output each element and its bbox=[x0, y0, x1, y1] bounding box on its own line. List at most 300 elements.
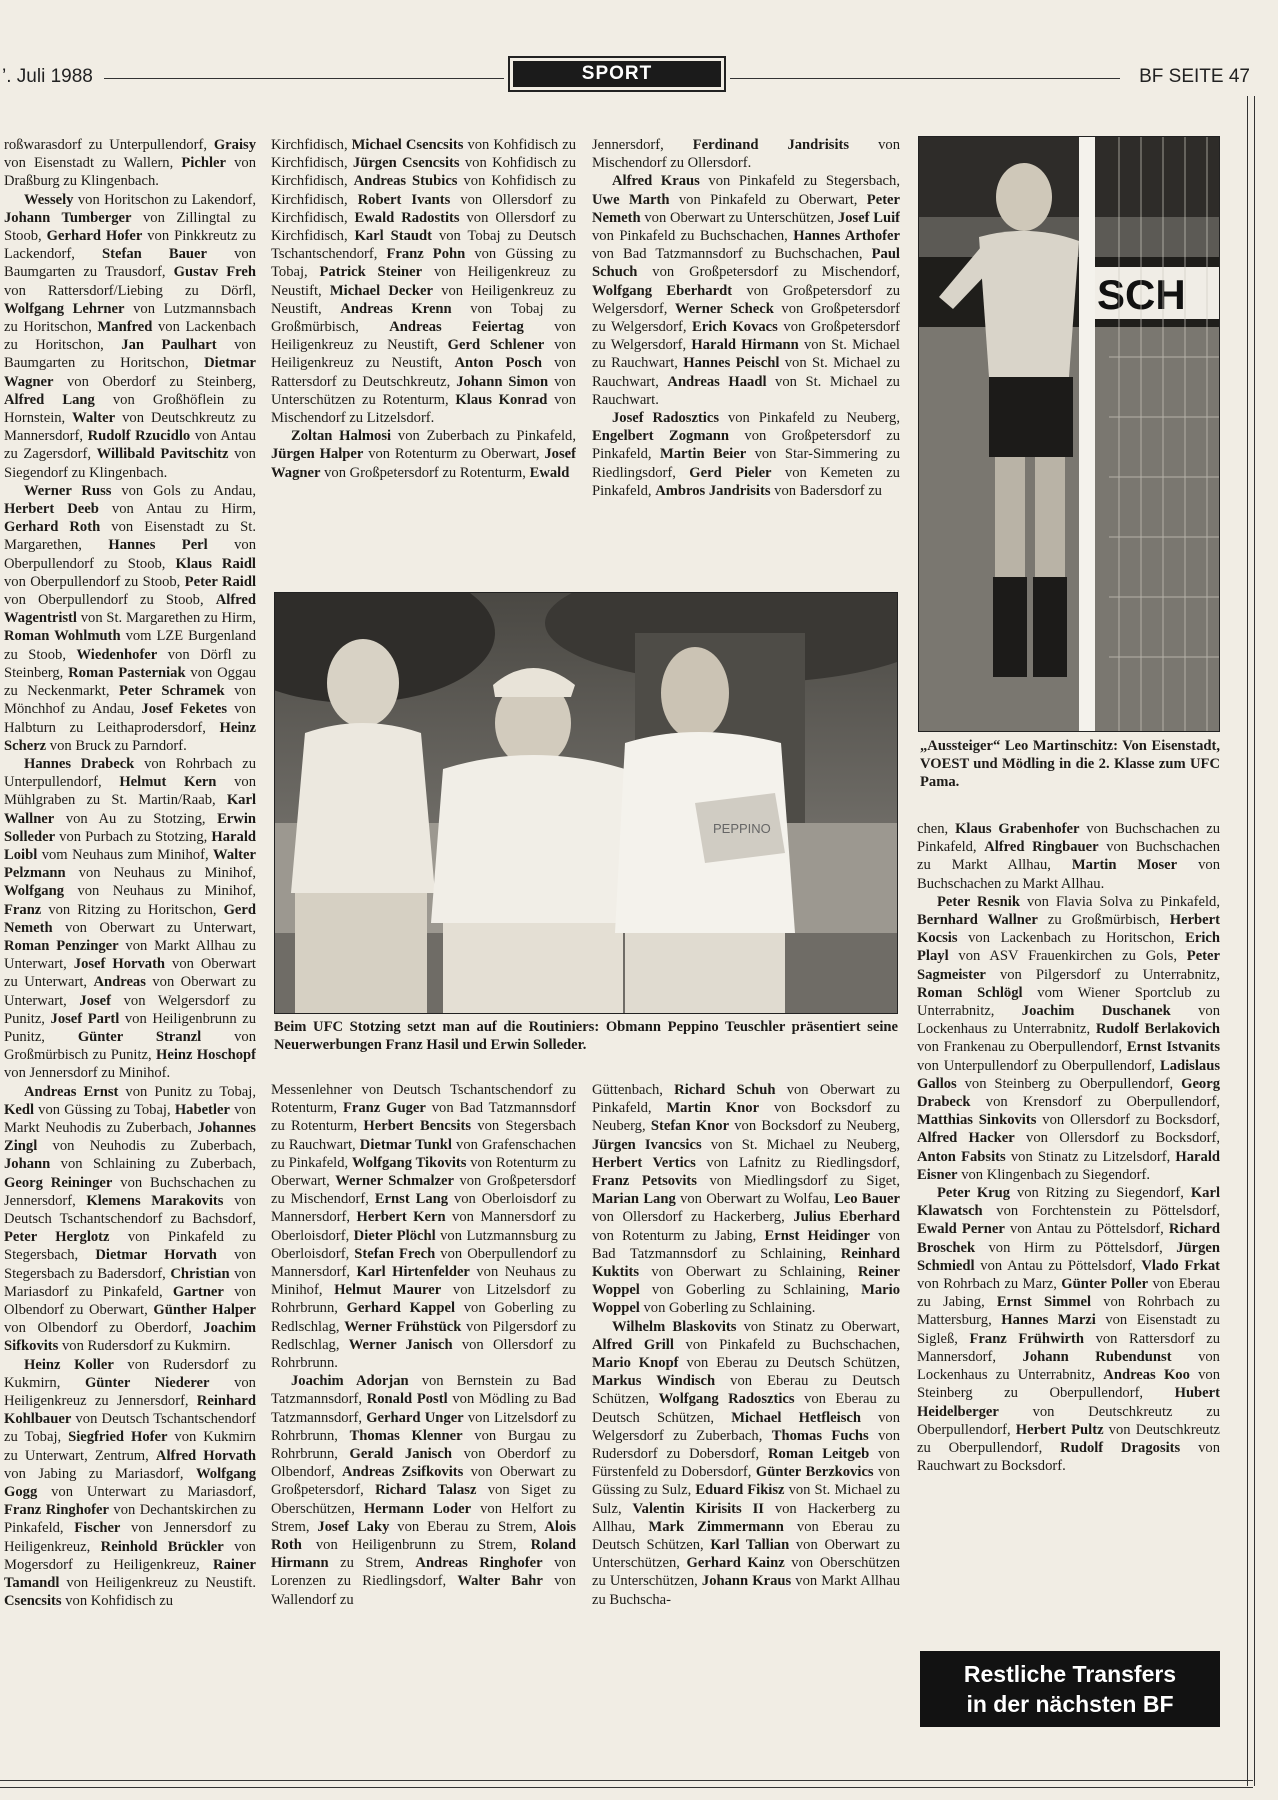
transfer-text: von Hackerberg zu Allhau, bbox=[592, 1500, 900, 1535]
transfer-text: von Oberwart zu Unterwart, bbox=[52, 919, 256, 936]
player-name: Julius Eberhard bbox=[793, 1209, 900, 1226]
player-name: Günther Halper bbox=[153, 1302, 256, 1318]
transfer-text: von Horitschon zu Lakendorf, bbox=[73, 191, 256, 208]
transfer-text: von Markt Neuhodis zu Zuberbach, bbox=[4, 1101, 256, 1136]
transfer-text: von St. Michael zu Rauchwart, bbox=[592, 355, 900, 390]
transfer-text: von Deutschkreutz zu Mannersdorf, bbox=[4, 410, 256, 445]
transfer-text: von Wallendorf zu bbox=[271, 1573, 576, 1608]
transfer-text: von Siegendorf zu Klingenbach. bbox=[4, 446, 256, 481]
player-name: Peter Raidl bbox=[184, 573, 256, 590]
transfer-text: von Star-Simmering zu Riedlingsdorf, bbox=[592, 446, 900, 481]
transfer-text: von Draßburg zu Klingenbach. bbox=[4, 155, 256, 190]
player-name: Peter Krug bbox=[937, 1185, 1011, 1202]
transfer-text: von Jennersdorf zu Heiligenkreuz, bbox=[4, 1520, 256, 1555]
transfer-text: von Lackenbach zu Horitschon, bbox=[4, 319, 256, 354]
player-name: Rudolf Berlakovich bbox=[1095, 1021, 1220, 1038]
transfer-text: von Rohrbach zu Unterpullendorf, bbox=[4, 755, 256, 791]
article-paragraph bbox=[4, 191, 256, 482]
player-name: Reinhard Kuktits bbox=[592, 1245, 900, 1281]
player-name: Johann Tumberger bbox=[4, 209, 132, 226]
transfer-text: von Fürstenfeld zu Dobersdorf, bbox=[592, 1446, 900, 1481]
transfer-text: von Oberpullendorf zu Stoob, bbox=[4, 592, 216, 609]
player-name: Alois Roth bbox=[271, 1518, 576, 1554]
player-name: Richard Broschek bbox=[917, 1221, 1220, 1256]
player-name: Dieter Plöchl bbox=[353, 1227, 436, 1244]
transfer-text: von Mönchhof zu Andau, bbox=[4, 683, 256, 718]
article-column-3-top bbox=[592, 136, 900, 578]
transfer-text: von Oberwart zu Schlaining, bbox=[639, 1264, 858, 1281]
player-name: Alfred Wagentristl bbox=[4, 592, 256, 627]
player-name: Ladislaus Gallos bbox=[917, 1057, 1220, 1092]
transfer-text: von Bocksdorf zu Neuberg, bbox=[592, 1100, 900, 1135]
promo-line-1: Restliche Transfers bbox=[963, 1661, 1177, 1687]
transfer-text: von Ritzing zu Horitschon, bbox=[41, 901, 224, 918]
transfer-text: von St. Margarethen zu Hirm, bbox=[76, 610, 256, 627]
transfer-text: von Großpetersdorf zu Mischendorf, bbox=[637, 264, 900, 281]
transfer-text: von Pilgersdorf zu Redlschlag, bbox=[271, 1318, 576, 1353]
transfer-text: von Ollersdorf zu Bocksdorf, bbox=[1014, 1130, 1220, 1147]
article-paragraph bbox=[4, 1356, 256, 1611]
transfer-text: von Oberloisdorf zu Mannersdorf, bbox=[271, 1191, 576, 1226]
player-name: Paul Schuch bbox=[592, 246, 900, 281]
player-name: Harald Hirmann bbox=[691, 337, 799, 354]
player-name: Valentin Kirisits II bbox=[632, 1500, 764, 1517]
player-name: Hannes Perl bbox=[108, 537, 208, 554]
player-name: Hermann Loder bbox=[363, 1500, 472, 1517]
player-name: Wolfgang Gogg bbox=[4, 1465, 256, 1501]
transfer-text: von Oggau zu Neckenmarkt, bbox=[4, 664, 256, 700]
transfer-text: von Markt Allhau zu Buchscha- bbox=[592, 1573, 900, 1608]
transfer-text: von Unterwart zu Mariasdorf, bbox=[37, 1484, 256, 1501]
transfer-text: von Heiligenbrunn zu Punitz, bbox=[4, 1010, 256, 1045]
player-name: Hannes Arthofer bbox=[793, 228, 900, 245]
player-name: Ewald Radostits bbox=[354, 209, 460, 226]
transfer-text: von Dechantskirchen zu Pinkafeld, bbox=[4, 1502, 256, 1537]
player-name: Gerhard Kappel bbox=[346, 1300, 456, 1317]
player-name: Herbert Kern bbox=[356, 1209, 446, 1226]
player-name: Heinz Hoschopf bbox=[156, 1047, 256, 1064]
transfer-text: von Punitz zu Tobaj, bbox=[118, 1083, 256, 1100]
player-name: Ernst Istvanits bbox=[1126, 1039, 1220, 1056]
transfer-text: von Goberling zu Schlaining. bbox=[639, 1300, 816, 1317]
transfer-text: von Litzelsdorf zu Rohrbrunn, bbox=[271, 1282, 576, 1317]
player-name: Ronald Postl bbox=[366, 1391, 448, 1408]
player-name: Werner Russ bbox=[24, 482, 112, 499]
transfer-text: Messenlehner von Deutsch Tschantschendorf zu Rotenturm, bbox=[271, 1082, 576, 1117]
transfer-text: von Eisenstadt zu St. Margarethen, bbox=[4, 519, 256, 554]
player-name: Andreas Feiertag bbox=[389, 319, 524, 336]
player-name: Herbert Bencsits bbox=[363, 1118, 472, 1135]
transfer-text: von Großhöflein zu Hornstein, bbox=[4, 391, 256, 427]
transfer-text: von Purbach zu Stotzing, bbox=[55, 828, 212, 845]
transfer-text: von Bad Tatzmannsdorf zu Rotenturm, bbox=[271, 1100, 576, 1135]
transfer-text: von Pinkkreutz zu Lackendorf, bbox=[4, 228, 256, 263]
section-title: SPORT bbox=[513, 61, 721, 87]
transfer-text: von Buchschachen zu Markt Allhau, bbox=[917, 839, 1220, 874]
transfer-text: von Rattersdorf zu Mannersdorf, bbox=[917, 1330, 1220, 1365]
banner-text: SCH bbox=[1097, 271, 1186, 318]
transfer-text: von Heiligenkreuz zu Jennersdorf, bbox=[4, 1374, 256, 1410]
transfer-text: von Kohfidisch zu Kirchfidisch, bbox=[271, 137, 576, 172]
transfer-text: von Tobaj zu Deutsch Tschantschendorf, bbox=[271, 228, 576, 263]
player-name: Anton Posch bbox=[454, 355, 542, 372]
transfer-text: von Ollersdorf zu Kirchfidisch, bbox=[271, 209, 576, 245]
player-name: Günter Berzkovics bbox=[755, 1464, 874, 1481]
transfer-text: von Mischendorf zu Litzelsdorf. bbox=[271, 391, 576, 427]
player-name: Josef Feketes bbox=[141, 701, 228, 718]
player-name: Gerd Nemeth bbox=[4, 901, 256, 936]
player-name: Gerhard Unger bbox=[366, 1409, 464, 1426]
player-name: Roman Schlögl bbox=[917, 984, 1023, 1001]
transfer-text: von Oberwart zu Großpetersdorf, bbox=[271, 1464, 576, 1499]
transfer-text: von Großpetersdorf zu Mischendorf, bbox=[271, 1173, 576, 1208]
player-name: Rudolf Rzucidlo bbox=[87, 428, 191, 445]
transfer-text: Güttenbach, bbox=[592, 1082, 675, 1098]
player-name: Michael Csencsits bbox=[351, 137, 464, 153]
player-name: Vlado Frkat bbox=[1141, 1257, 1220, 1274]
player-name: Georg Drabeck bbox=[917, 1075, 1220, 1111]
transfer-text: von Rudersdorf zu Kukmirn, bbox=[4, 1356, 256, 1391]
issue-date: ’. Juli 1988 bbox=[2, 66, 93, 87]
transfer-text: von Oberschützen zu Unterschützen, bbox=[592, 1555, 900, 1590]
player-name: Wolfgang Lehrner bbox=[4, 300, 125, 317]
transfer-text: von Heiligenkreuz zu Neustift, bbox=[271, 282, 576, 317]
article-column-4 bbox=[917, 820, 1220, 1640]
transfer-text: von Pinkafeld zu Buchschachen, bbox=[673, 1336, 900, 1353]
article-paragraph bbox=[592, 172, 900, 409]
transfer-text: von Mühlgraben zu St. Martin/Raab, bbox=[4, 774, 256, 809]
transfer-text: von St. Michael zu Rauchwart, bbox=[592, 337, 900, 372]
transfer-text: von Ollersdorf zu Rohrbrunn. bbox=[271, 1336, 576, 1372]
player-name: Peter Schramek bbox=[118, 683, 225, 700]
player-name: Werner Frühstück bbox=[344, 1318, 462, 1335]
player-name: Bernhard Wallner bbox=[917, 912, 1038, 929]
transfer-text: von Rauchwart zu Bocksdorf. bbox=[917, 1439, 1220, 1475]
transfer-text: von Goberling zu Schlaining, bbox=[639, 1282, 862, 1299]
transfer-text: von Klingenbach zu Siegendorf. bbox=[957, 1166, 1151, 1183]
player-name: Reinhard Kohlbauer bbox=[4, 1393, 256, 1428]
promo-line-2: in der nächsten BF bbox=[966, 1691, 1174, 1717]
transfer-text: von Rotenturm zu Oberwart, bbox=[271, 1154, 576, 1190]
player-name: Josef Laky bbox=[317, 1518, 390, 1535]
player-name: Klaus Konrad bbox=[455, 391, 548, 408]
transfer-text: von Pilgersdorf zu Unterrabnitz, bbox=[985, 966, 1220, 983]
player-name: Franz bbox=[4, 901, 42, 918]
player-name: Herbert Vertics bbox=[592, 1154, 696, 1171]
player-name: Andreas Krenn bbox=[340, 300, 452, 317]
transfer-text: von Pinkafeld zu Neuberg, bbox=[719, 410, 900, 427]
transfer-text: von Lafnitz zu Riedlingsdorf, bbox=[695, 1154, 900, 1171]
transfer-text: zu Großmürbisch, bbox=[1037, 912, 1170, 929]
transfer-text: von Eisenstadt zu Sigleß, bbox=[917, 1312, 1220, 1347]
transfer-text: von Hirm zu Pöttelsdorf, bbox=[975, 1239, 1177, 1256]
transfer-text: von Pinkafeld zu Buchschachen, bbox=[592, 228, 794, 245]
team-photo-caption: Beim UFC Stotzing setzt man auf die Routiniers: Obmann Peppino Teuschler präsentiert seine Neuerwerbungen Franz Hasil und Erwin Solleder. bbox=[274, 1019, 898, 1054]
player-name: Josef bbox=[79, 992, 112, 1009]
transfer-text: von Baumgarten zu Horitschon, bbox=[4, 337, 256, 372]
transfer-text: von Deutsch Tschantschendorf zu Tobaj, bbox=[4, 1411, 256, 1446]
transfer-text: von St. Michael zu Sulz, bbox=[592, 1482, 900, 1517]
transfer-text: von Schlaining zu Zuberbach, bbox=[50, 1156, 256, 1173]
transfer-text: von St. Michael zu Neuberg, bbox=[701, 1136, 900, 1153]
player-name: Eduard Fikisz bbox=[695, 1482, 785, 1499]
transfer-text: chen, bbox=[917, 821, 956, 837]
transfer-text: von Pinkafeld zu Oberwart, bbox=[669, 191, 867, 208]
transfer-text: von Neuhaus zu Minihof, bbox=[65, 865, 256, 882]
transfer-text: von Buchschachen zu Markt Allhau. bbox=[917, 857, 1220, 892]
goalkeeper-photo-caption: „Aussteiger“ Leo Martinschitz: Von Eisenstadt, VOEST und Mödling in die 2. Klasse zum UFC Pama. bbox=[920, 738, 1220, 791]
transfer-text: von Eberau zu Deutsch Schützen, bbox=[678, 1355, 900, 1372]
player-name: Josef Wagner bbox=[271, 446, 576, 481]
transfer-text: von Kohfidisch zu bbox=[61, 1593, 174, 1610]
player-name: Manfred bbox=[97, 319, 153, 336]
transfer-text: von Ollersdorf zu Hackerberg, bbox=[592, 1209, 794, 1226]
player-name: Karl Staudt bbox=[354, 228, 433, 245]
player-name: Richard Schuh bbox=[674, 1082, 776, 1098]
player-name: Joachim Adorjan bbox=[291, 1373, 409, 1390]
transfer-text: von Stegersbach zu Badersdorf, bbox=[4, 1247, 256, 1282]
transfer-text: von Stegersbach zu Rauchwart, bbox=[271, 1118, 576, 1153]
player-name: Stefan Frech bbox=[354, 1245, 436, 1262]
player-name: Roland Hirmann bbox=[271, 1537, 576, 1572]
player-name: Alfred Kraus bbox=[612, 173, 700, 190]
transfer-text: von Mogersdorf zu Heiligenkreuz, bbox=[4, 1538, 256, 1573]
transfer-text: von Oberdorf zu Steinberg, bbox=[53, 373, 256, 390]
header-rule-right bbox=[730, 78, 1120, 79]
transfer-text: von St. Michael zu Rauchwart. bbox=[592, 373, 900, 408]
transfer-text: von Bruck zu Parndorf. bbox=[46, 737, 187, 754]
next-issue-promo bbox=[920, 1651, 1220, 1727]
article-paragraph bbox=[592, 409, 900, 500]
transfer-text: von Neuhaus zu Minihof, bbox=[271, 1264, 576, 1299]
article-paragraph bbox=[271, 1081, 576, 1372]
player-name: Gustav Freh bbox=[173, 264, 256, 281]
article-paragraph bbox=[917, 820, 1220, 893]
transfer-text: Jennersdorf, bbox=[592, 137, 693, 153]
transfer-text: von Heiligenkreuz zu Neustift, bbox=[271, 319, 576, 354]
transfer-text: von Lutzmannsburg zu Oberloisdorf, bbox=[271, 1227, 576, 1262]
player-name: Gerd Schlener bbox=[447, 337, 545, 354]
article-paragraph bbox=[592, 136, 900, 172]
transfer-text: von Oberwart zu Unterwart, bbox=[4, 956, 256, 991]
player-name: Ernst Heidinger bbox=[764, 1227, 870, 1244]
player-name: Andreas bbox=[93, 974, 146, 991]
transfer-text: von Rudersdorf zu Dobersdorf, bbox=[592, 1427, 900, 1463]
player-name: Franz Petsovits bbox=[592, 1173, 697, 1190]
player-name: Walter Bahr bbox=[457, 1573, 543, 1590]
transfer-text: von Forchtenstein zu Pöttelsdorf, bbox=[982, 1203, 1220, 1220]
player-name: Klemens Marakovits bbox=[86, 1192, 224, 1209]
transfer-text: von Stinatz zu Litzelsdorf, bbox=[1005, 1148, 1176, 1165]
transfer-text: von Zuberbach zu Pinkafeld, bbox=[391, 428, 576, 445]
player-name: Anton Fabsits bbox=[917, 1148, 1006, 1165]
transfer-text: von Unterschützen zu Rotenturm, bbox=[271, 373, 576, 408]
player-name: Richard Talasz bbox=[375, 1482, 477, 1499]
player-name: Uwe Marth bbox=[592, 191, 670, 208]
transfer-text: von Kohfidisch zu Kirchfidisch, bbox=[271, 173, 576, 208]
team-photo bbox=[274, 592, 898, 1014]
transfer-text: von Lorenzen zu Riedlingsdorf, bbox=[271, 1555, 576, 1590]
player-name: Walter bbox=[72, 410, 116, 427]
player-name: Hannes Marzi bbox=[1001, 1312, 1096, 1329]
transfer-text: von Ritzing zu Siegendorf, bbox=[1010, 1185, 1191, 1202]
player-name: Josef Luif bbox=[837, 209, 900, 226]
transfer-text: von Güssing zu Tobaj, bbox=[271, 246, 576, 281]
player-name: Harald Loibl bbox=[4, 828, 256, 863]
player-name: Ewald bbox=[529, 464, 570, 481]
transfer-text: zu Strem, bbox=[328, 1555, 416, 1572]
transfer-text: von Frankenau zu Oberpullendorf, bbox=[917, 1039, 1127, 1056]
player-name: Mario Knopf bbox=[592, 1355, 679, 1372]
player-name: Johann Simon bbox=[456, 373, 549, 390]
player-name: Jürgen Halper bbox=[271, 446, 364, 463]
player-name: Jürgen Csencsits bbox=[352, 155, 460, 172]
player-name: Gartner bbox=[172, 1283, 224, 1300]
player-name: Günter Poller bbox=[1061, 1276, 1149, 1293]
transfer-text: von Ollersdorf zu Kirchfidisch, bbox=[271, 191, 576, 226]
transfer-text: von Zillingtal zu Stoob, bbox=[4, 209, 256, 245]
player-name: Werner Schmalzer bbox=[335, 1173, 454, 1190]
transfer-text: von Eberau zu Jabing, bbox=[917, 1276, 1220, 1311]
player-name: Robert Ivants bbox=[357, 191, 451, 208]
player-name: Günter Niederer bbox=[84, 1374, 210, 1391]
player-name: Dietmar Horvath bbox=[95, 1247, 217, 1264]
player-name: Peter Resnik bbox=[937, 893, 1020, 910]
player-name: Jürgen Ivancsics bbox=[592, 1136, 702, 1153]
player-name: Alfred Hacker bbox=[917, 1130, 1015, 1147]
transfer-text: von Oberdorf zu Olbendorf, bbox=[271, 1446, 576, 1481]
player-name: Johann Rubendunst bbox=[1022, 1348, 1172, 1365]
player-name: Johannes Zingl bbox=[4, 1119, 256, 1155]
transfer-text: Kirchfidisch, bbox=[271, 137, 352, 153]
player-name: Mario Woppel bbox=[592, 1282, 900, 1317]
transfer-text: von Olbendorf zu Oberwart, bbox=[4, 1283, 256, 1318]
player-name: Wiedenhofer bbox=[76, 646, 158, 663]
player-name: Gerhard Roth bbox=[4, 519, 101, 536]
player-name: Thomas Klenner bbox=[349, 1427, 463, 1444]
transfer-text: von Bad Tatzmannsdorf zu Schlaining, bbox=[592, 1227, 900, 1262]
transfer-text: von Güssing zu Sulz, bbox=[592, 1464, 900, 1499]
transfer-text: von Kohfidisch zu Kirchfidisch, bbox=[271, 155, 576, 190]
player-name: Michael Decker bbox=[329, 282, 433, 299]
article-paragraph bbox=[592, 1318, 900, 1609]
player-name: Klaus Raidl bbox=[175, 555, 256, 572]
player-name: Markus Windisch bbox=[592, 1373, 716, 1390]
transfer-text: von Eberau zu Strem, bbox=[389, 1518, 545, 1535]
article-paragraph bbox=[271, 1372, 576, 1609]
article-column-3-bottom bbox=[592, 1081, 900, 1778]
player-name: Hannes Drabeck bbox=[24, 755, 135, 772]
player-name: Roman Wohlmuth bbox=[4, 628, 121, 645]
transfer-text: von Steinberg zu Oberpullendorf, bbox=[917, 1367, 1220, 1402]
article-paragraph bbox=[4, 1083, 256, 1356]
transfer-text: von Großpetersdorf zu Welgersdorf, bbox=[592, 319, 900, 354]
transfer-text: roßwarasdorf zu Unterpullendorf, bbox=[4, 137, 214, 153]
player-name: Harald Eisner bbox=[917, 1148, 1220, 1183]
article-column-1 bbox=[4, 136, 256, 1776]
player-name: Leo Bauer bbox=[834, 1191, 900, 1208]
player-name: Wilhelm Blaskovits bbox=[612, 1318, 737, 1335]
transfer-text: von Welgersdorf zu Punitz, bbox=[4, 992, 256, 1027]
player-name: Werner Janisch bbox=[348, 1336, 453, 1353]
transfer-text: von Lackenbach zu Horitschon, bbox=[957, 930, 1186, 947]
player-name: Matthias Sinkovits bbox=[917, 1112, 1037, 1129]
player-name: Ernst Simmel bbox=[996, 1294, 1091, 1311]
transfer-text: von Rohrbach zu Mattersburg, bbox=[917, 1294, 1220, 1329]
transfer-text: von Siget zu Oberschützen, bbox=[271, 1482, 576, 1517]
player-name: Rainer Tamandl bbox=[4, 1556, 256, 1592]
player-name: Andreas Ernst bbox=[24, 1083, 119, 1100]
transfer-text: von Großpetersdorf zu Welgersdorf, bbox=[592, 282, 900, 317]
transfer-text: von Kemeten zu Pinkafeld, bbox=[592, 464, 900, 499]
transfer-text: von Antau zu Zagersdorf, bbox=[4, 428, 256, 463]
transfer-text: von Miedlingsdorf zu Siget, bbox=[696, 1173, 900, 1190]
player-name: Erich Kovacs bbox=[692, 319, 778, 336]
transfer-text: von Gols zu Andau, bbox=[111, 482, 256, 499]
player-name: Hubert Heidelberger bbox=[917, 1385, 1220, 1420]
transfer-text: vom Neuhaus zum Minihof, bbox=[37, 846, 214, 863]
transfer-text: von Halbturn zu Leithaprodersdorf, bbox=[4, 701, 256, 736]
player-name: Werner Scheck bbox=[674, 300, 774, 317]
transfer-text: von Mödling zu Bad Tatzmannsdorf, bbox=[271, 1391, 576, 1426]
player-name: Karl Klawatsch bbox=[917, 1185, 1220, 1220]
player-name: Johann Kraus bbox=[701, 1573, 792, 1590]
player-name: Gerald Janisch bbox=[349, 1446, 452, 1463]
transfer-text: von Deutsch Tschantschendorf zu Bachsdorf, bbox=[4, 1192, 256, 1227]
transfer-text: von Deutschkreutz zu Oberpullendorf, bbox=[917, 1403, 1220, 1438]
transfer-text: von Helfort zu Strem, bbox=[271, 1500, 576, 1535]
player-name: Hannes Peischl bbox=[683, 355, 780, 372]
transfer-text: von Pinkafeld zu Stegersbach, bbox=[4, 1229, 256, 1264]
player-name: Günter Stranzl bbox=[77, 1028, 202, 1045]
player-name: Thomas Fuchs bbox=[771, 1427, 869, 1444]
player-name: Reiner Woppel bbox=[592, 1264, 900, 1299]
transfer-text: von Markt Allhau zu Unterwart, bbox=[4, 937, 256, 973]
player-name: Christian bbox=[170, 1265, 230, 1282]
player-name: Joachim Duschanek bbox=[1021, 1003, 1171, 1020]
player-name: Engelbert Zogmann bbox=[592, 428, 730, 445]
player-name: Alfred Ringbauer bbox=[984, 839, 1099, 856]
transfer-text: vom LZE Burgenland zu Stoob, bbox=[4, 628, 256, 663]
player-name: Alfred Horvath bbox=[155, 1447, 256, 1464]
transfer-text: von Badersdorf zu bbox=[770, 482, 882, 499]
transfer-text: von Antau zu Hirm, bbox=[98, 501, 256, 518]
player-name: Erwin Solleder bbox=[4, 810, 256, 845]
player-name: Reinhold Brückler bbox=[100, 1538, 224, 1555]
player-name: Karl Wallner bbox=[4, 792, 256, 827]
transfer-text: von Heiligenkreuz zu Neustift, bbox=[271, 337, 576, 372]
player-name: Roman Penzinger bbox=[4, 937, 119, 954]
player-name: Franz Frühwirth bbox=[969, 1330, 1085, 1347]
player-name: Mark Zimmermann bbox=[648, 1518, 784, 1535]
transfer-text: von Mannersdorf zu Oberloisdorf, bbox=[271, 1209, 576, 1244]
player-name: Andreas Zsifkovits bbox=[341, 1464, 464, 1481]
transfer-text: von Großpetersdorf zu Welgersdorf, bbox=[592, 300, 900, 336]
article-column-2-top bbox=[271, 136, 576, 578]
player-name: Martin Beier bbox=[659, 446, 747, 463]
transfer-text: von Großpetersdorf zu Rotenturm, bbox=[320, 464, 530, 481]
transfer-text: von Rattersdorf zu Deutschkreutz, bbox=[271, 355, 576, 390]
transfer-text: von Dörfl zu Steinberg, bbox=[4, 646, 256, 681]
player-name: Csencsits bbox=[4, 1593, 62, 1610]
article-paragraph bbox=[271, 427, 576, 482]
transfer-text: von Bocksdorf zu Neuberg, bbox=[729, 1118, 900, 1135]
transfer-text: von Lockenhaus zu Unterrabnitz, bbox=[917, 1348, 1220, 1384]
transfer-text: von Unterpullendorf zu Oberpullendorf, bbox=[917, 1057, 1160, 1074]
player-name: Gerhard Kainz bbox=[686, 1555, 785, 1572]
player-name: Wolfgang bbox=[4, 883, 65, 900]
transfer-text: von Oberpullendorf zu Mannersdorf, bbox=[271, 1245, 576, 1281]
